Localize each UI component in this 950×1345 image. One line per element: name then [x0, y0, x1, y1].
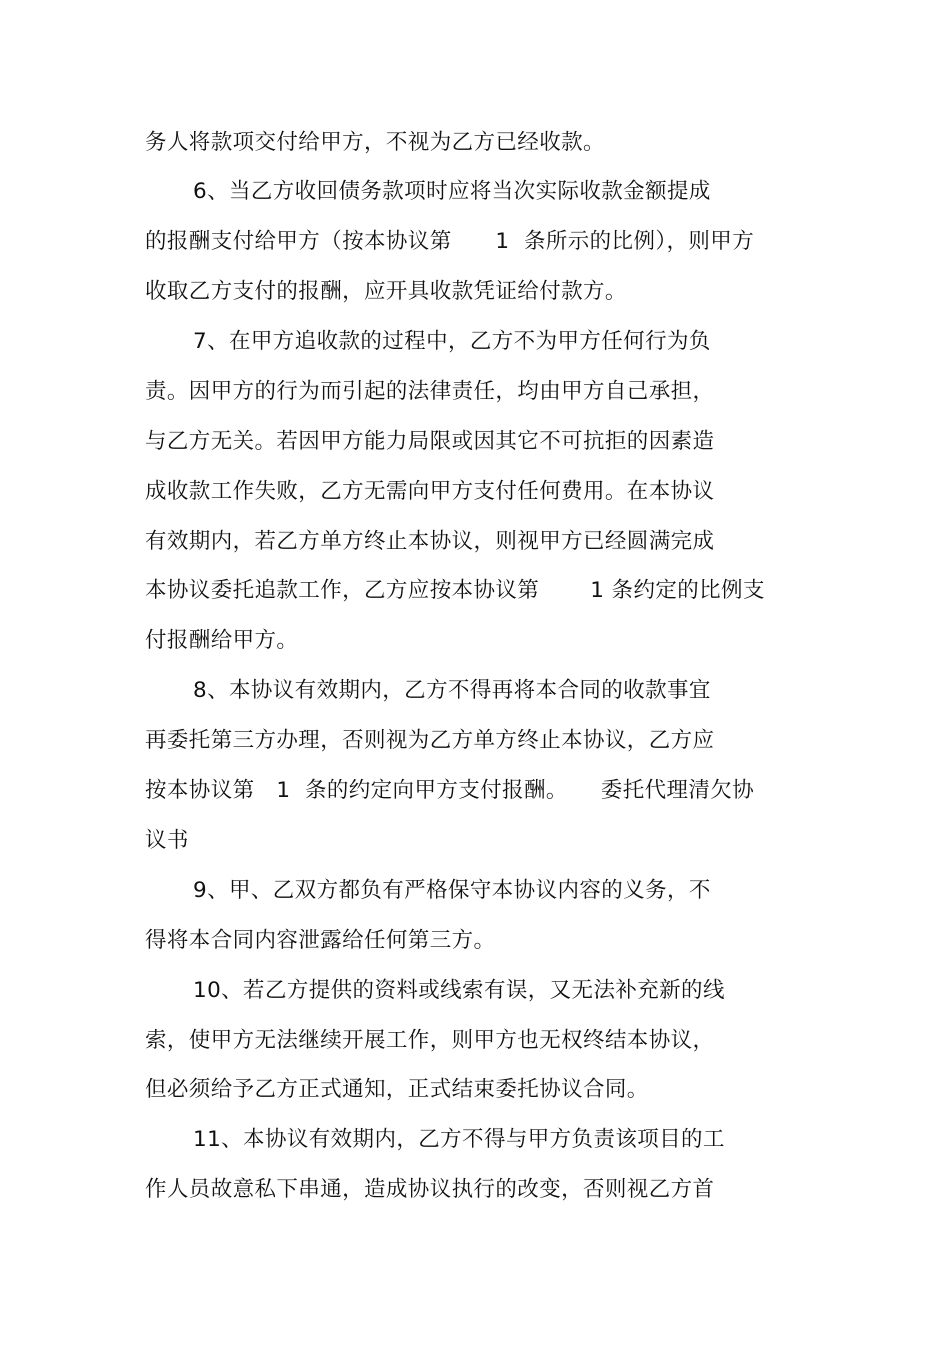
- text-line: 议书: [145, 828, 189, 853]
- clause-6-line: 6、当乙方收回债务款项时应将当次实际收款金额提成: [193, 179, 711, 204]
- text-line: 付报酬给甲方。: [145, 628, 299, 653]
- text-line: 按本协议第 1 条的约定向甲方支付报酬。 委托代理清欠协: [145, 778, 755, 803]
- text-line: 的报酬支付给甲方（按本协议第 1 条所示的比例），则甲方: [145, 229, 755, 254]
- text-line: 再委托第三方办理，否则视为乙方单方终止本协议，乙方应: [145, 728, 715, 753]
- text-line: 务人将款项交付给甲方，不视为乙方已经收款。: [145, 130, 605, 155]
- text-line: 本协议委托追款工作，乙方应按本协议第 1 条约定的比例支: [145, 578, 765, 603]
- text-line: 成收款工作失败，乙方无需向甲方支付任何费用。在本协议: [145, 479, 715, 504]
- clause-11-line: 11、本协议有效期内，乙方不得与甲方负责该项目的工: [193, 1127, 725, 1152]
- text-line: 但必须给予乙方正式通知，正式结束委托协议合同。: [145, 1077, 649, 1102]
- text-line: 与乙方无关。若因甲方能力局限或因其它不可抗拒的因素造: [145, 429, 715, 454]
- text-line: 索，使甲方无法继续开展工作，则甲方也无权终结本协议，: [145, 1028, 715, 1053]
- text-line: 有效期内，若乙方单方终止本协议，则视甲方已经圆满完成: [145, 529, 715, 554]
- text-line: 作人员故意私下串通，造成协议执行的改变，否则视乙方首: [145, 1177, 715, 1202]
- clause-8-line: 8、本协议有效期内，乙方不得再将本合同的收款事宜: [193, 678, 711, 703]
- text-line: 责。因甲方的行为而引起的法律责任，均由甲方自己承担，: [145, 379, 715, 404]
- clause-10-line: 10、若乙方提供的资料或线索有误，又无法补充新的线: [193, 978, 725, 1003]
- clause-7-line: 7、在甲方追收款的过程中，乙方不为甲方任何行为负: [193, 329, 711, 354]
- text-line: 得将本合同内容泄露给任何第三方。: [145, 928, 496, 953]
- clause-9-line: 9、甲、乙双方都负有严格保守本协议内容的义务，不: [193, 878, 711, 903]
- text-line: 收取乙方支付的报酬，应开具收款凭证给付款方。: [145, 279, 627, 304]
